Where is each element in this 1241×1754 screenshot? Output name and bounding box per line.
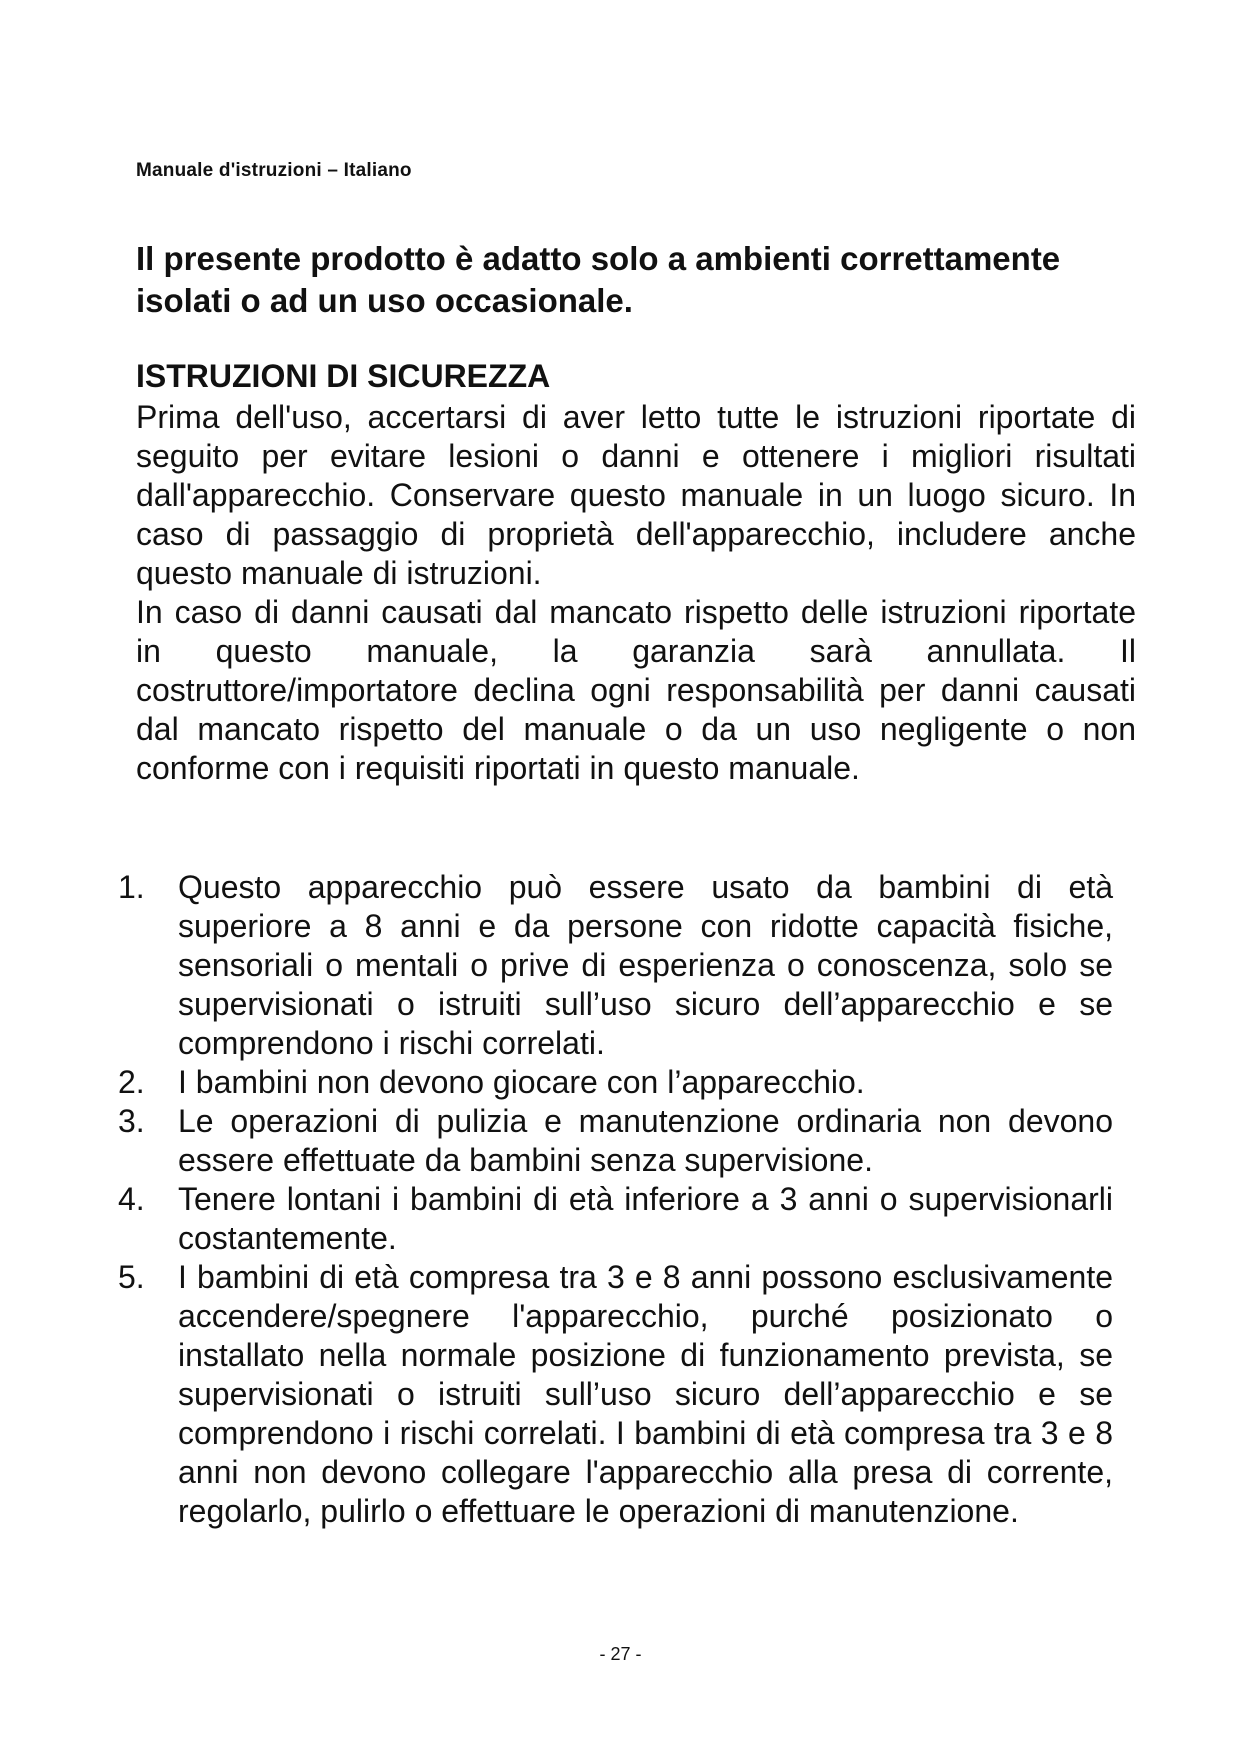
list-item-number: 1. — [118, 869, 145, 905]
list-item — [118, 868, 1113, 1063]
list-item — [118, 1258, 1113, 1531]
list-item-number: 3. — [118, 1103, 145, 1139]
list-item-number: 2. — [118, 1064, 145, 1100]
list-item — [118, 1063, 1113, 1102]
list-item-number: 4. — [118, 1181, 145, 1217]
list-item-text: I bambini non devono giocare con l’apparecchio. — [178, 1064, 865, 1100]
list-item — [118, 1102, 1113, 1180]
warranty-paragraph: In caso di danni causati dal mancato rispetto delle istruzioni riportate in questo manuale, la garanzia sarà annullata. Il costruttore/importatore declina ogni responsabilità per danni causati dal mancato rispetto del manuale o da un uso negligente o non conforme con i requisiti riportati in questo manuale. — [136, 594, 1136, 786]
list-item-text: Le operazioni di pulizia e manutenzione ordinaria non devono essere effettuate da bambini senza supervisione. — [178, 1103, 1113, 1178]
safety-intro — [136, 398, 1136, 788]
list-item-number: 5. — [118, 1259, 145, 1295]
intro-paragraph: Prima dell'uso, accertarsi di aver letto tutte le istruzioni riportate di seguito per evitare lesioni o danni e ottenere i migliori risultati dall'apparecchio. Conservare questo manuale in un luogo sicuro. In caso di passaggio di proprietà dell'apparecchio, includere anche questo manuale di istruzioni. — [136, 399, 1136, 591]
section-title: ISTRUZIONI DI SICUREZZA — [136, 358, 551, 394]
list-item-text: Questo apparecchio può essere usato da bambini di età superiore a 8 anni e da persone con ridotte capacità fisiche, sensoriali o mentali o prive di esperienza o conoscenza, solo se supervisionati o istruiti sull’uso sicuro dell’apparecchio e se comprendono i rischi correlati. — [178, 869, 1113, 1061]
usage-notice: Il presente prodotto è adatto solo a ambienti correttamente isolati o ad un uso occasionale. — [136, 240, 1061, 319]
running-header: Manuale d'istruzioni – Italiano — [136, 160, 412, 181]
safety-rules-list — [118, 868, 1113, 1531]
list-item — [118, 1180, 1113, 1258]
list-item-text: Tenere lontani i bambini di età inferiore a 3 anni o supervisionarli costantemente. — [178, 1181, 1113, 1256]
page-number: - 27 - — [599, 1644, 642, 1664]
list-item-text: I bambini di età compresa tra 3 e 8 anni possono esclusivamente accendere/spegnere l'apparecchio, purché posizionato o installato nella normale posizione di funzionamento prevista, se supervisionati o istruiti sull’uso sicuro dell’apparecchio e se comprendono i rischi correlati. I bambini di età compresa tra 3 e 8 anni non devono collegare l'apparecchio alla presa di corrente, regolarlo, pulirlo o effettuare le operazioni di manutenzione. — [178, 1259, 1113, 1529]
